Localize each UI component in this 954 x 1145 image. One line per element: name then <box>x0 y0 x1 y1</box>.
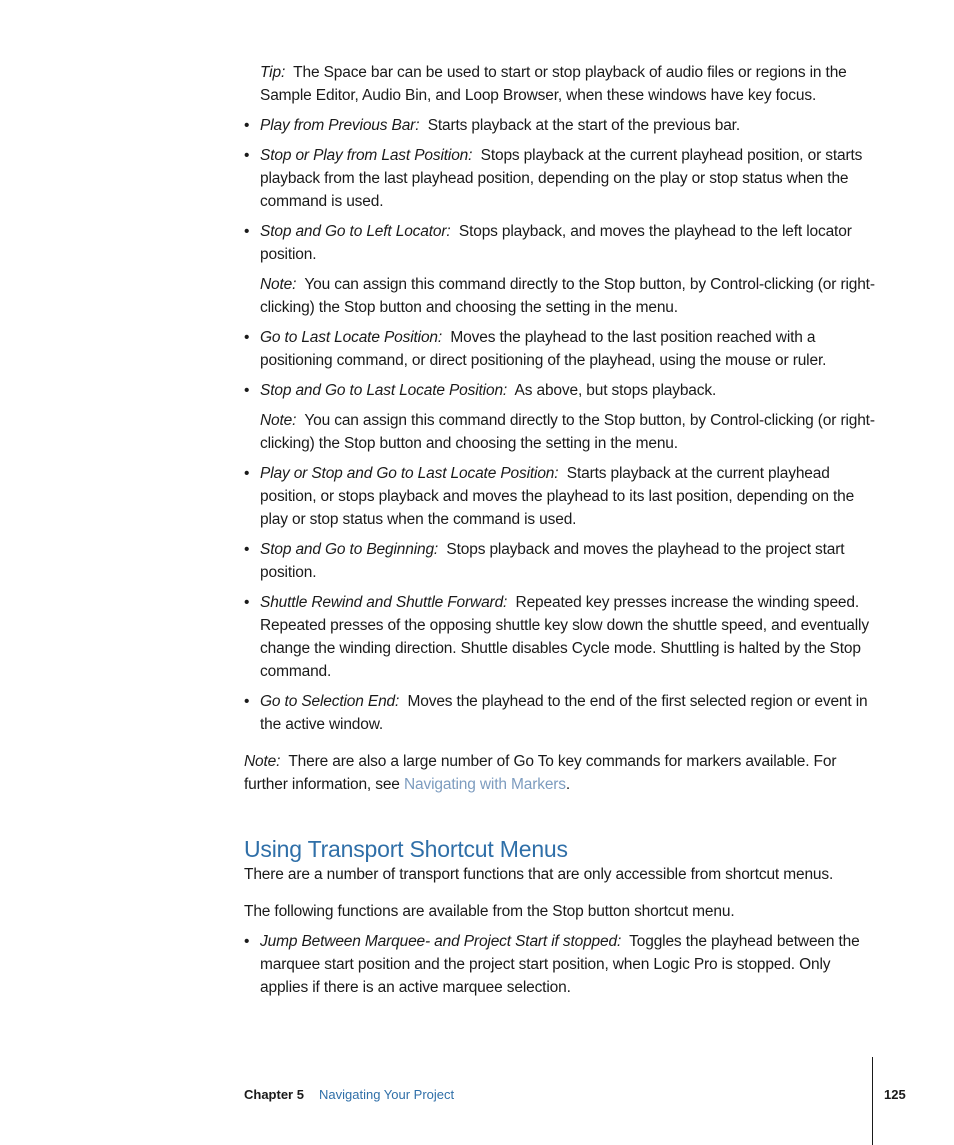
closing-note-paragraph <box>244 750 876 796</box>
note-text: You can assign this command directly to the Stop button, by Control-clicking (or right-clicking) the Stop button and choosing the setting in the menu. <box>260 412 875 452</box>
note-paragraph <box>260 273 876 319</box>
note-label: Note: <box>260 412 297 429</box>
page-number: 125 <box>884 1087 906 1102</box>
list-item <box>260 379 876 402</box>
list-item <box>260 930 876 999</box>
item-text: Repeated key presses increase the winding speed. Repeated presses of the opposing shuttle key slow down the shuttle speed, and eventually change the winding direction. Shuttle disables Cycle mode. Shuttling is halted by the Stop command. <box>260 594 869 680</box>
bullet-marker: • <box>244 693 250 710</box>
item-term: Play or Stop and Go to Last Locate Position: <box>260 465 559 482</box>
item-text: As above, but stops playback. <box>514 382 717 399</box>
item-text: Starts playback at the current playhead position, or stops playback and moves the playhead to its last position, depending on the play or stop status when the command is used. <box>260 465 855 528</box>
item-term: Play from Previous Bar: <box>260 117 420 134</box>
footer-chapter-title: Navigating Your Project <box>319 1087 455 1102</box>
note-label: Note: <box>260 276 297 293</box>
bullet-marker: • <box>244 465 250 482</box>
item-text: Stops playback at the current playhead position, or starts playback from the last playhead position, depending on the play or stop status when the command is used. <box>260 147 863 210</box>
section-intro: There are a number of transport functions that are only accessible from shortcut menus. <box>244 866 834 883</box>
item-term: Stop and Go to Last Locate Position: <box>260 382 508 399</box>
closing-note-label: Note: <box>244 753 281 770</box>
footer-divider <box>872 1057 873 1145</box>
item-text: Stops playback and moves the playhead to the project start position. <box>260 541 845 581</box>
bullet-marker: • <box>244 541 250 558</box>
section-lead: The following functions are available from the Stop button shortcut menu. <box>244 903 735 920</box>
note-paragraph <box>260 409 876 455</box>
item-term: Jump Between Marquee- and Project Start if stopped: <box>260 933 622 950</box>
item-term: Go to Selection End: <box>260 693 400 710</box>
tip-text: The Space bar can be used to start or stop playback of audio files or regions in the Sample Editor, Audio Bin, and Loop Browser, when these windows have key focus. <box>260 64 847 104</box>
list-item <box>260 114 876 137</box>
bullet-marker: • <box>244 933 250 950</box>
bullet-marker: • <box>244 329 250 346</box>
item-term: Go to Last Locate Position: <box>260 329 443 346</box>
item-term: Stop and Go to Left Locator: <box>260 223 451 240</box>
item-text: Toggles the playhead between the marquee start position and the project start position, when Logic Pro is stopped. Only applies if there is an active marquee selection. <box>260 933 860 996</box>
item-term: Shuttle Rewind and Shuttle Forward: <box>260 594 508 611</box>
note-text: You can assign this command directly to the Stop button, by Control-clicking (or right-clicking) the Stop button and choosing the setting in the menu. <box>260 276 875 316</box>
navigating-with-markers-link[interactable]: Navigating with Markers <box>403 776 566 793</box>
bullet-marker: • <box>244 223 250 240</box>
tip-paragraph <box>260 61 876 107</box>
footer-chapter: Chapter 5 <box>244 1087 304 1102</box>
list-item <box>260 326 876 372</box>
list-item <box>260 144 876 213</box>
closing-note-text: There are also a large number of Go To key commands for markers available. For further information, see <box>244 753 837 793</box>
bullet-marker: • <box>244 147 250 164</box>
item-text: Moves the playhead to the end of the first selected region or event in the active window. <box>260 693 868 733</box>
tip-label: Tip: <box>260 64 286 81</box>
list-item <box>260 462 876 531</box>
bullet-marker: • <box>244 594 250 611</box>
item-term: Stop or Play from Last Position: <box>260 147 473 164</box>
item-text: Stops playback, and moves the playhead to the left locator position. <box>260 223 852 263</box>
bullet-marker: • <box>244 117 250 134</box>
list-item <box>260 220 876 266</box>
closing-note-period: . <box>565 776 571 793</box>
bullet-marker: • <box>244 382 250 399</box>
item-text: Moves the playhead to the last position reached with a positioning command, or direct positioning of the playhead, using the mouse or ruler. <box>260 329 827 369</box>
item-term: Stop and Go to Beginning: <box>260 541 439 558</box>
list-item <box>260 690 876 736</box>
list-item <box>260 591 876 683</box>
section-heading: Using Transport Shortcut Menus <box>244 836 568 862</box>
list-item <box>260 538 876 584</box>
item-text: Starts playback at the start of the previous bar. <box>427 117 740 134</box>
